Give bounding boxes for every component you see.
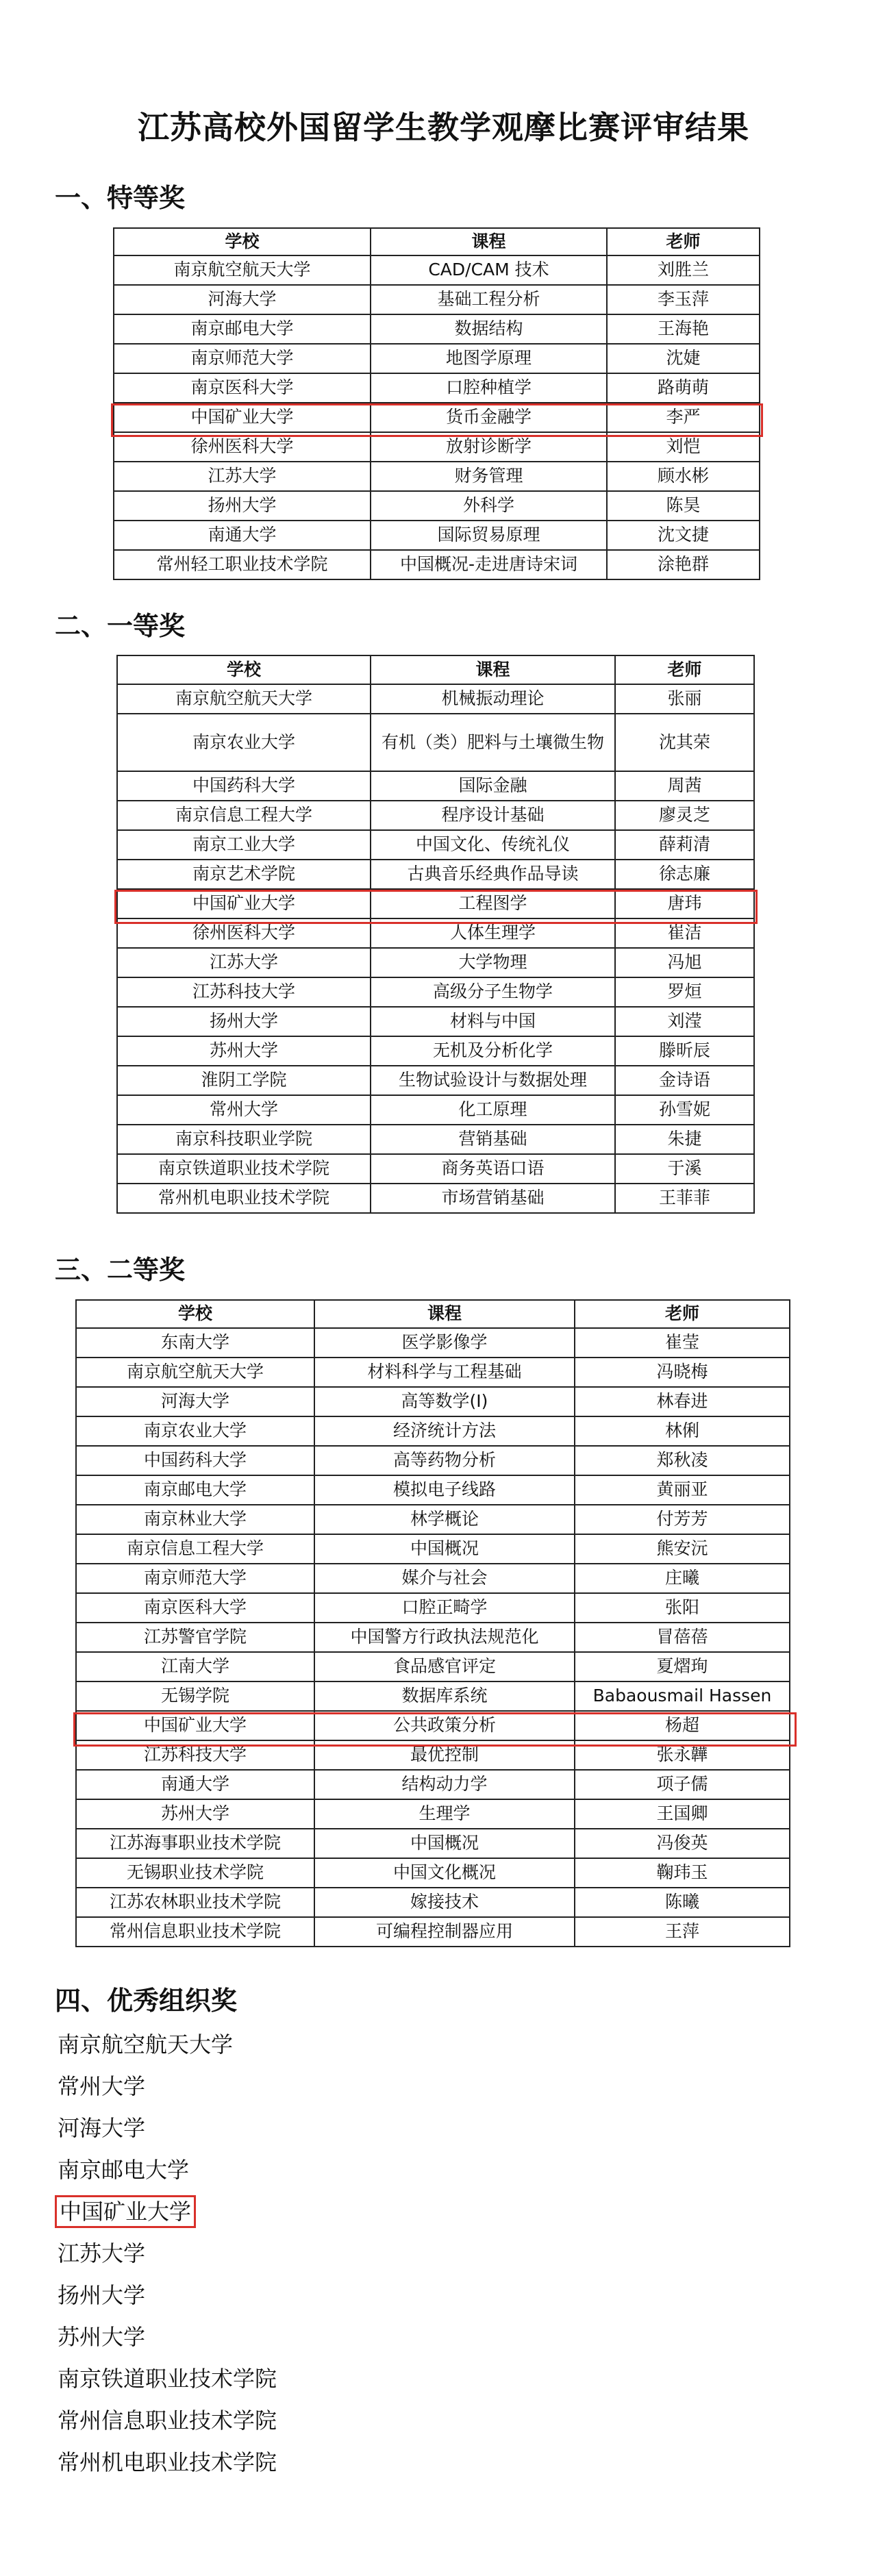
school-cell: 江苏科技大学: [117, 977, 371, 1007]
school-cell: 南京铁道职业技术学院: [117, 1154, 371, 1184]
course-cell: 机械振动理论: [371, 684, 615, 714]
school-cell: 南通大学: [114, 521, 371, 550]
teacher-cell: 金诗语: [615, 1066, 754, 1095]
organization-name: 南京铁道职业技术学院: [58, 2366, 277, 2392]
table-row: [114, 432, 760, 462]
teacher-cell: 罗烜: [615, 977, 754, 1007]
first-award-table: [116, 655, 755, 1214]
table-row: [114, 550, 760, 579]
table-row: [76, 1681, 790, 1711]
course-cell: 林学概论: [314, 1505, 575, 1534]
course-cell: 市场营销基础: [371, 1184, 615, 1213]
organization-name: 常州机电职业技术学院: [58, 2449, 277, 2475]
table-row: [117, 830, 754, 860]
teacher-cell: 唐玮: [615, 889, 754, 918]
table-row: [117, 889, 754, 918]
school-cell: 南京医科大学: [76, 1593, 314, 1623]
teacher-cell: 陈昊: [607, 491, 760, 521]
school-cell: 扬州大学: [117, 1007, 371, 1036]
organization-name: 南京邮电大学: [58, 2157, 190, 2183]
page-title: 江苏高校外国留学生教学观摩比赛评审结果: [138, 109, 749, 146]
school-cell: 南京艺术学院: [117, 860, 371, 889]
school-cell: 扬州大学: [114, 491, 371, 521]
table-row: [117, 801, 754, 830]
school-cell: 南京师范大学: [76, 1564, 314, 1593]
school-cell: 南京邮电大学: [114, 314, 371, 344]
course-cell: 国际贸易原理: [371, 521, 607, 550]
organization-name: 南京航空航天大学: [58, 2031, 234, 2058]
table-row: [76, 1888, 790, 1917]
teacher-cell: 鞠玮玉: [575, 1858, 790, 1888]
list-item: [55, 2442, 279, 2484]
school-cell: 徐州医科大学: [117, 918, 371, 948]
school-cell: 徐州医科大学: [114, 432, 371, 462]
teacher-cell: 张阳: [575, 1593, 790, 1623]
list-item: [55, 2358, 279, 2400]
teacher-cell: 冯晓梅: [575, 1358, 790, 1387]
special-award-table: [113, 227, 760, 580]
column-header-teacher: 老师: [575, 1300, 790, 1328]
table-row: [76, 1564, 790, 1593]
teacher-cell: 刘滢: [615, 1007, 754, 1036]
school-cell: 南京农业大学: [117, 714, 371, 771]
table-row: [76, 1446, 790, 1475]
teacher-cell: 王菲菲: [615, 1184, 754, 1213]
column-header-school: 学校: [76, 1300, 314, 1328]
course-cell: 中国文化概况: [314, 1858, 575, 1888]
teacher-cell: 熊安沅: [575, 1534, 790, 1564]
table-row: [117, 977, 754, 1007]
teacher-cell: 林俐: [575, 1416, 790, 1446]
teacher-cell: 顾水彬: [607, 462, 760, 491]
course-cell: 中国警方行政执法规范化: [314, 1623, 575, 1652]
school-cell: 河海大学: [76, 1387, 314, 1416]
table-row: [114, 521, 760, 550]
school-cell: 江苏警官学院: [76, 1623, 314, 1652]
list-item: [55, 2066, 279, 2108]
course-cell: 无机及分析化学: [371, 1036, 615, 1066]
course-cell: 国际金融: [371, 771, 615, 801]
school-cell: 中国药科大学: [76, 1446, 314, 1475]
school-cell: 南京科技职业学院: [117, 1125, 371, 1154]
teacher-cell: 冒蓓蓓: [575, 1623, 790, 1652]
teacher-cell: 崔莹: [575, 1328, 790, 1358]
table-row: [114, 285, 760, 314]
course-cell: 营销基础: [371, 1125, 615, 1154]
table-row: [114, 255, 760, 285]
table-row: [117, 948, 754, 977]
course-cell: 人体生理学: [371, 918, 615, 948]
school-cell: 中国矿业大学: [114, 403, 371, 432]
table-row: [114, 491, 760, 521]
table-row: [117, 1066, 754, 1095]
table-header-row: [76, 1300, 790, 1328]
school-cell: 常州机电职业技术学院: [117, 1184, 371, 1213]
course-cell: 模拟电子线路: [314, 1475, 575, 1505]
teacher-cell: 沈婕: [607, 344, 760, 373]
section-heading-special: 一、特等奖: [55, 183, 186, 213]
organization-name: 河海大学: [58, 2115, 146, 2141]
list-item: [55, 2400, 279, 2442]
course-cell: 大学物理: [371, 948, 615, 977]
course-cell: 化工原理: [371, 1095, 615, 1125]
course-cell: 程序设计基础: [371, 801, 615, 830]
teacher-cell: 路萌萌: [607, 373, 760, 403]
table-header-row: [117, 655, 754, 684]
teacher-cell: 朱捷: [615, 1125, 754, 1154]
table-header-row: [114, 228, 760, 255]
column-header-school: 学校: [114, 228, 371, 255]
table-row: [76, 1505, 790, 1534]
teacher-cell: 周茜: [615, 771, 754, 801]
list-item: [55, 2149, 279, 2191]
course-cell: 材料科学与工程基础: [314, 1358, 575, 1387]
teacher-cell: 沈文捷: [607, 521, 760, 550]
teacher-cell: 徐志廉: [615, 860, 754, 889]
course-cell: 财务管理: [371, 462, 607, 491]
course-cell: 放射诊断学: [371, 432, 607, 462]
school-cell: 南京航空航天大学: [117, 684, 371, 714]
organization-name: 中国矿业大学: [55, 2195, 196, 2228]
organization-award-list: [55, 2024, 279, 2484]
course-cell: 商务英语口语: [371, 1154, 615, 1184]
table-row: [117, 1184, 754, 1213]
column-header-course: 课程: [371, 228, 607, 255]
school-cell: 南京师范大学: [114, 344, 371, 373]
school-cell: 江苏大学: [117, 948, 371, 977]
table-row: [117, 1007, 754, 1036]
list-item: [55, 2108, 279, 2149]
school-cell: 南通大学: [76, 1770, 314, 1799]
table-row: [114, 344, 760, 373]
course-cell: 货币金融学: [371, 403, 607, 432]
course-cell: 数据库系统: [314, 1681, 575, 1711]
teacher-cell: 张丽: [615, 684, 754, 714]
course-cell: 中国概况: [314, 1534, 575, 1564]
teacher-cell: 杨超: [575, 1711, 790, 1740]
school-cell: 东南大学: [76, 1328, 314, 1358]
school-cell: 南京航空航天大学: [114, 255, 371, 285]
section-heading-organization: 四、优秀组织奖: [55, 1986, 238, 2016]
course-cell: 可编程控制器应用: [314, 1917, 575, 1947]
teacher-cell: 郑秋凌: [575, 1446, 790, 1475]
teacher-cell: 庄曦: [575, 1564, 790, 1593]
table-row: [117, 1095, 754, 1125]
school-cell: 南京林业大学: [76, 1505, 314, 1534]
teacher-cell: 薛莉清: [615, 830, 754, 860]
school-cell: 苏州大学: [76, 1799, 314, 1829]
school-cell: 江苏农林职业技术学院: [76, 1888, 314, 1917]
column-header-course: 课程: [371, 655, 615, 684]
school-cell: 河海大学: [114, 285, 371, 314]
school-cell: 无锡学院: [76, 1681, 314, 1711]
teacher-cell: 林春进: [575, 1387, 790, 1416]
organization-name: 苏州大学: [58, 2324, 146, 2350]
teacher-cell: 李严: [607, 403, 760, 432]
list-item: [55, 2024, 279, 2066]
column-header-teacher: 老师: [615, 655, 754, 684]
list-item: [55, 2191, 279, 2233]
table-row: [76, 1711, 790, 1740]
table-row: [76, 1328, 790, 1358]
school-cell: 南京工业大学: [117, 830, 371, 860]
list-item: [55, 2275, 279, 2316]
table-row: [117, 1036, 754, 1066]
course-cell: 公共政策分析: [314, 1711, 575, 1740]
school-cell: 无锡职业技术学院: [76, 1858, 314, 1888]
teacher-cell: 李玉萍: [607, 285, 760, 314]
teacher-cell: 涂艳群: [607, 550, 760, 579]
course-cell: 结构动力学: [314, 1770, 575, 1799]
course-cell: 口腔种植学: [371, 373, 607, 403]
school-cell: 中国矿业大学: [76, 1711, 314, 1740]
table-row: [117, 1125, 754, 1154]
organization-name: 扬州大学: [58, 2282, 146, 2308]
school-cell: 常州信息职业技术学院: [76, 1917, 314, 1947]
teacher-cell: 夏熠珣: [575, 1652, 790, 1681]
table-row: [117, 918, 754, 948]
table-row: [76, 1416, 790, 1446]
teacher-cell: 崔洁: [615, 918, 754, 948]
course-cell: 材料与中国: [371, 1007, 615, 1036]
teacher-cell: 王海艳: [607, 314, 760, 344]
course-cell: 生物试验设计与数据处理: [371, 1066, 615, 1095]
school-cell: 南京农业大学: [76, 1416, 314, 1446]
teacher-cell: 项子儒: [575, 1770, 790, 1799]
course-cell: 中国概况-走进唐诗宋词: [371, 550, 607, 579]
teacher-cell: 沈其荣: [615, 714, 754, 771]
course-cell: CAD/CAM 技术: [371, 255, 607, 285]
table-row: [76, 1799, 790, 1829]
school-cell: 中国矿业大学: [117, 889, 371, 918]
table-row: [76, 1917, 790, 1947]
table-row: [117, 1154, 754, 1184]
table-row: [76, 1829, 790, 1858]
teacher-cell: 刘恺: [607, 432, 760, 462]
column-header-course: 课程: [314, 1300, 575, 1328]
school-cell: 南京医科大学: [114, 373, 371, 403]
column-header-school: 学校: [117, 655, 371, 684]
course-cell: 中国概况: [314, 1829, 575, 1858]
table-row: [76, 1534, 790, 1564]
teacher-cell: 王萍: [575, 1917, 790, 1947]
course-cell: 食品感官评定: [314, 1652, 575, 1681]
school-cell: 常州大学: [117, 1095, 371, 1125]
course-cell: 医学影像学: [314, 1328, 575, 1358]
section-heading-second: 三、二等奖: [55, 1255, 186, 1285]
school-cell: 常州轻工职业技术学院: [114, 550, 371, 579]
course-cell: 地图学原理: [371, 344, 607, 373]
course-cell: 工程图学: [371, 889, 615, 918]
table-row: [114, 314, 760, 344]
table-row: [117, 860, 754, 889]
school-cell: 江苏海事职业技术学院: [76, 1829, 314, 1858]
teacher-cell: 冯旭: [615, 948, 754, 977]
school-cell: 南京信息工程大学: [117, 801, 371, 830]
school-cell: 江南大学: [76, 1652, 314, 1681]
teacher-cell: 孙雪妮: [615, 1095, 754, 1125]
column-header-teacher: 老师: [607, 228, 760, 255]
school-cell: 苏州大学: [117, 1036, 371, 1066]
table-row: [76, 1593, 790, 1623]
course-cell: 生理学: [314, 1799, 575, 1829]
course-cell: 媒介与社会: [314, 1564, 575, 1593]
list-item: [55, 2316, 279, 2358]
school-cell: 南京信息工程大学: [76, 1534, 314, 1564]
course-cell: 高级分子生物学: [371, 977, 615, 1007]
list-item: [55, 2233, 279, 2275]
teacher-cell: 刘胜兰: [607, 255, 760, 285]
school-cell: 淮阴工学院: [117, 1066, 371, 1095]
teacher-cell: 廖灵芝: [615, 801, 754, 830]
second-award-table: [75, 1299, 790, 1947]
organization-name: 常州大学: [58, 2073, 146, 2099]
course-cell: 中国文化、传统礼仪: [371, 830, 615, 860]
teacher-cell: Babaousmail Hassen: [575, 1681, 790, 1711]
school-cell: 江苏大学: [114, 462, 371, 491]
teacher-cell: 王国卿: [575, 1799, 790, 1829]
table-row: [76, 1652, 790, 1681]
teacher-cell: 黄丽亚: [575, 1475, 790, 1505]
teacher-cell: 冯俊英: [575, 1829, 790, 1858]
section-heading-first: 二、一等奖: [55, 611, 186, 641]
table-row: [76, 1858, 790, 1888]
teacher-cell: 付芳芳: [575, 1505, 790, 1534]
table-row: [76, 1387, 790, 1416]
course-cell: 有机（类）肥料与土壤微生物: [371, 714, 615, 771]
table-row: [76, 1475, 790, 1505]
school-cell: 南京航空航天大学: [76, 1358, 314, 1387]
teacher-cell: 张永韡: [575, 1740, 790, 1770]
teacher-cell: 于溪: [615, 1154, 754, 1184]
table-row: [76, 1770, 790, 1799]
table-row: [114, 462, 760, 491]
course-cell: 数据结构: [371, 314, 607, 344]
table-row: [76, 1358, 790, 1387]
table-row: [76, 1623, 790, 1652]
course-cell: 外科学: [371, 491, 607, 521]
organization-name: 江苏大学: [58, 2240, 146, 2266]
table-row: [76, 1740, 790, 1770]
table-row: [117, 714, 754, 771]
course-cell: 基础工程分析: [371, 285, 607, 314]
table-row: [117, 684, 754, 714]
course-cell: 古典音乐经典作品导读: [371, 860, 615, 889]
course-cell: 口腔正畸学: [314, 1593, 575, 1623]
course-cell: 高等数学(I): [314, 1387, 575, 1416]
school-cell: 江苏科技大学: [76, 1740, 314, 1770]
school-cell: 中国药科大学: [117, 771, 371, 801]
organization-name: 常州信息职业技术学院: [58, 2408, 277, 2434]
teacher-cell: 陈曦: [575, 1888, 790, 1917]
course-cell: 经济统计方法: [314, 1416, 575, 1446]
school-cell: 南京邮电大学: [76, 1475, 314, 1505]
table-row: [114, 403, 760, 432]
course-cell: 嫁接技术: [314, 1888, 575, 1917]
teacher-cell: 滕昕辰: [615, 1036, 754, 1066]
table-row: [114, 373, 760, 403]
course-cell: 高等药物分析: [314, 1446, 575, 1475]
table-row: [117, 771, 754, 801]
course-cell: 最优控制: [314, 1740, 575, 1770]
